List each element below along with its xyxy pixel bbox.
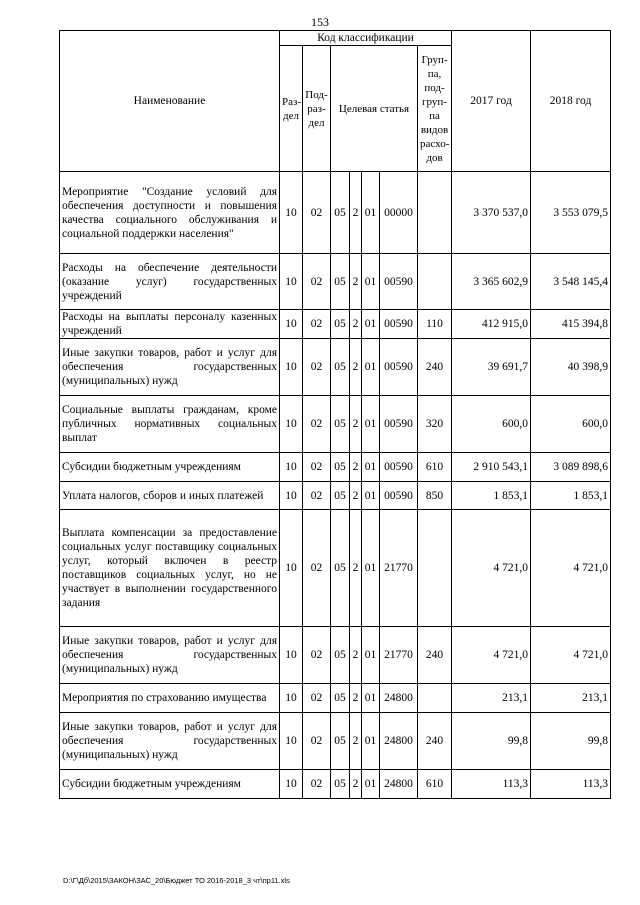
row-cs-program: 05	[331, 172, 350, 254]
row-podrazdel: 02	[303, 172, 331, 254]
row-amount-2018: 40 398,9	[531, 339, 611, 396]
row-cs-program: 05	[331, 713, 350, 770]
header-year-2018: 2018 год	[531, 31, 611, 172]
row-cs-subprogram: 2	[350, 453, 362, 482]
row-vid-rashodov: 610	[418, 770, 452, 799]
header-podrazdel: Под-раз-дел	[303, 46, 331, 172]
file-path-footer: D:\Г\Дб\2015\ЗАКОН\ЗАС_20\Бюджет ТО 2016-2018_3 чт\пр11.xls	[63, 876, 290, 885]
row-vid-rashodov: 240	[418, 713, 452, 770]
table-row	[60, 770, 611, 799]
row-cs-event: 01	[362, 339, 380, 396]
row-cs-event: 01	[362, 510, 380, 627]
row-cs-direction: 00590	[380, 254, 418, 310]
row-cs-event: 01	[362, 254, 380, 310]
row-razdel: 10	[280, 453, 303, 482]
table-row	[60, 510, 611, 627]
table-header	[60, 31, 611, 172]
table-row	[60, 627, 611, 684]
row-name: Расходы на выплаты персоналу казенных учреждений	[60, 310, 280, 339]
row-cs-subprogram: 2	[350, 627, 362, 684]
row-cs-direction: 00590	[380, 310, 418, 339]
row-amount-2018: 600,0	[531, 396, 611, 453]
row-vid-rashodov: 320	[418, 396, 452, 453]
table-row	[60, 453, 611, 482]
row-cs-program: 05	[331, 684, 350, 713]
row-podrazdel: 02	[303, 396, 331, 453]
row-podrazdel: 02	[303, 770, 331, 799]
row-amount-2018: 213,1	[531, 684, 611, 713]
row-amount-2017: 4 721,0	[452, 510, 531, 627]
row-amount-2018: 4 721,0	[531, 510, 611, 627]
row-cs-direction: 00590	[380, 339, 418, 396]
row-amount-2018: 99,8	[531, 713, 611, 770]
row-cs-subprogram: 2	[350, 396, 362, 453]
row-vid-rashodov: 240	[418, 339, 452, 396]
row-cs-event: 01	[362, 713, 380, 770]
header-gruppa: Груп-па, под-груп-па видов расхо-дов	[418, 46, 452, 172]
row-cs-program: 05	[331, 627, 350, 684]
row-name: Мероприятия по страхованию имущества	[60, 684, 280, 713]
row-podrazdel: 02	[303, 453, 331, 482]
row-name: Иные закупки товаров, работ и услуг для обеспечения государственных (муниципальных) нужд	[60, 339, 280, 396]
table-row	[60, 172, 611, 254]
row-amount-2017: 600,0	[452, 396, 531, 453]
row-cs-direction: 00590	[380, 453, 418, 482]
row-cs-event: 01	[362, 172, 380, 254]
row-amount-2017: 3 370 537,0	[452, 172, 531, 254]
row-podrazdel: 02	[303, 713, 331, 770]
row-podrazdel: 02	[303, 339, 331, 396]
row-cs-event: 01	[362, 482, 380, 510]
row-amount-2017: 39 691,7	[452, 339, 531, 396]
row-cs-subprogram: 2	[350, 510, 362, 627]
row-cs-direction: 24800	[380, 713, 418, 770]
table-row	[60, 310, 611, 339]
row-cs-direction: 00000	[380, 172, 418, 254]
table-row	[60, 254, 611, 310]
row-cs-program: 05	[331, 254, 350, 310]
row-name: Уплата налогов, сборов и иных платежей	[60, 482, 280, 510]
row-podrazdel: 02	[303, 684, 331, 713]
row-podrazdel: 02	[303, 254, 331, 310]
row-amount-2018: 113,3	[531, 770, 611, 799]
row-name: Мероприятие "Создание условий для обеспечения доступности и повышения качества социального обслуживания и социальной поддержки населения"	[60, 172, 280, 254]
table-row	[60, 339, 611, 396]
row-amount-2017: 2 910 543,1	[452, 453, 531, 482]
row-cs-subprogram: 2	[350, 684, 362, 713]
row-amount-2017: 3 365 602,9	[452, 254, 531, 310]
row-cs-program: 05	[331, 770, 350, 799]
row-amount-2018: 415 394,8	[531, 310, 611, 339]
row-amount-2018: 1 853,1	[531, 482, 611, 510]
row-cs-program: 05	[331, 453, 350, 482]
row-razdel: 10	[280, 310, 303, 339]
row-cs-event: 01	[362, 453, 380, 482]
row-cs-subprogram: 2	[350, 254, 362, 310]
row-name: Субсидии бюджетным учреждениям	[60, 453, 280, 482]
row-razdel: 10	[280, 172, 303, 254]
row-cs-direction: 00590	[380, 396, 418, 453]
row-cs-program: 05	[331, 482, 350, 510]
row-cs-program: 05	[331, 310, 350, 339]
row-cs-direction: 00590	[380, 482, 418, 510]
row-cs-direction: 24800	[380, 770, 418, 799]
row-cs-direction: 21770	[380, 627, 418, 684]
row-vid-rashodov	[418, 172, 452, 254]
table-row	[60, 713, 611, 770]
row-razdel: 10	[280, 510, 303, 627]
row-vid-rashodov	[418, 254, 452, 310]
row-vid-rashodov: 850	[418, 482, 452, 510]
header-code: Код классификации	[280, 31, 452, 46]
table-row	[60, 482, 611, 510]
row-name: Иные закупки товаров, работ и услуг для обеспечения государственных (муниципальных) нужд	[60, 627, 280, 684]
row-vid-rashodov: 110	[418, 310, 452, 339]
row-podrazdel: 02	[303, 510, 331, 627]
table-row	[60, 396, 611, 453]
row-cs-direction: 24800	[380, 684, 418, 713]
row-vid-rashodov	[418, 684, 452, 713]
row-razdel: 10	[280, 396, 303, 453]
row-cs-program: 05	[331, 510, 350, 627]
row-amount-2017: 1 853,1	[452, 482, 531, 510]
row-name: Иные закупки товаров, работ и услуг для обеспечения государственных (муниципальных) нужд	[60, 713, 280, 770]
table-body	[60, 172, 611, 799]
row-razdel: 10	[280, 254, 303, 310]
row-podrazdel: 02	[303, 627, 331, 684]
row-vid-rashodov: 240	[418, 627, 452, 684]
row-razdel: 10	[280, 684, 303, 713]
row-cs-subprogram: 2	[350, 713, 362, 770]
row-vid-rashodov: 610	[418, 453, 452, 482]
row-cs-subprogram: 2	[350, 339, 362, 396]
row-cs-event: 01	[362, 310, 380, 339]
header-year-2017: 2017 год	[452, 31, 531, 172]
table-row	[60, 684, 611, 713]
row-cs-event: 01	[362, 770, 380, 799]
row-amount-2018: 4 721,0	[531, 627, 611, 684]
row-razdel: 10	[280, 770, 303, 799]
row-name: Выплата компенсации за предоставление социальных услуг поставщику социальных услуг, который включен в реестр поставщиков социальных услуг, но не участвует в выполнении государственного задания	[60, 510, 280, 627]
row-razdel: 10	[280, 713, 303, 770]
row-name: Субсидии бюджетным учреждениям	[60, 770, 280, 799]
row-amount-2017: 99,8	[452, 713, 531, 770]
row-cs-event: 01	[362, 396, 380, 453]
row-name: Социальные выплаты гражданам, кроме публичных нормативных социальных выплат	[60, 396, 280, 453]
row-podrazdel: 02	[303, 482, 331, 510]
row-podrazdel: 02	[303, 310, 331, 339]
row-cs-subprogram: 2	[350, 482, 362, 510]
row-cs-subprogram: 2	[350, 172, 362, 254]
row-razdel: 10	[280, 627, 303, 684]
row-amount-2018: 3 548 145,4	[531, 254, 611, 310]
row-razdel: 10	[280, 339, 303, 396]
row-name: Расходы на обеспечение деятельности (оказание услуг) государственных учреждений	[60, 254, 280, 310]
row-cs-subprogram: 2	[350, 310, 362, 339]
row-cs-event: 01	[362, 684, 380, 713]
header-razdel: Раз-дел	[280, 46, 303, 172]
row-cs-direction: 21770	[380, 510, 418, 627]
header-celevaya-statya: Целевая статья	[331, 46, 418, 172]
row-cs-event: 01	[362, 627, 380, 684]
row-cs-subprogram: 2	[350, 770, 362, 799]
row-amount-2017: 213,1	[452, 684, 531, 713]
row-amount-2017: 4 721,0	[452, 627, 531, 684]
row-razdel: 10	[280, 482, 303, 510]
row-vid-rashodov	[418, 510, 452, 627]
row-amount-2018: 3 553 079,5	[531, 172, 611, 254]
row-cs-program: 05	[331, 396, 350, 453]
budget-table	[59, 30, 611, 799]
row-amount-2018: 3 089 898,6	[531, 453, 611, 482]
row-amount-2017: 113,3	[452, 770, 531, 799]
row-amount-2017: 412 915,0	[452, 310, 531, 339]
header-name: Наименование	[60, 31, 280, 172]
row-cs-program: 05	[331, 339, 350, 396]
page-number: 153	[311, 15, 329, 29]
